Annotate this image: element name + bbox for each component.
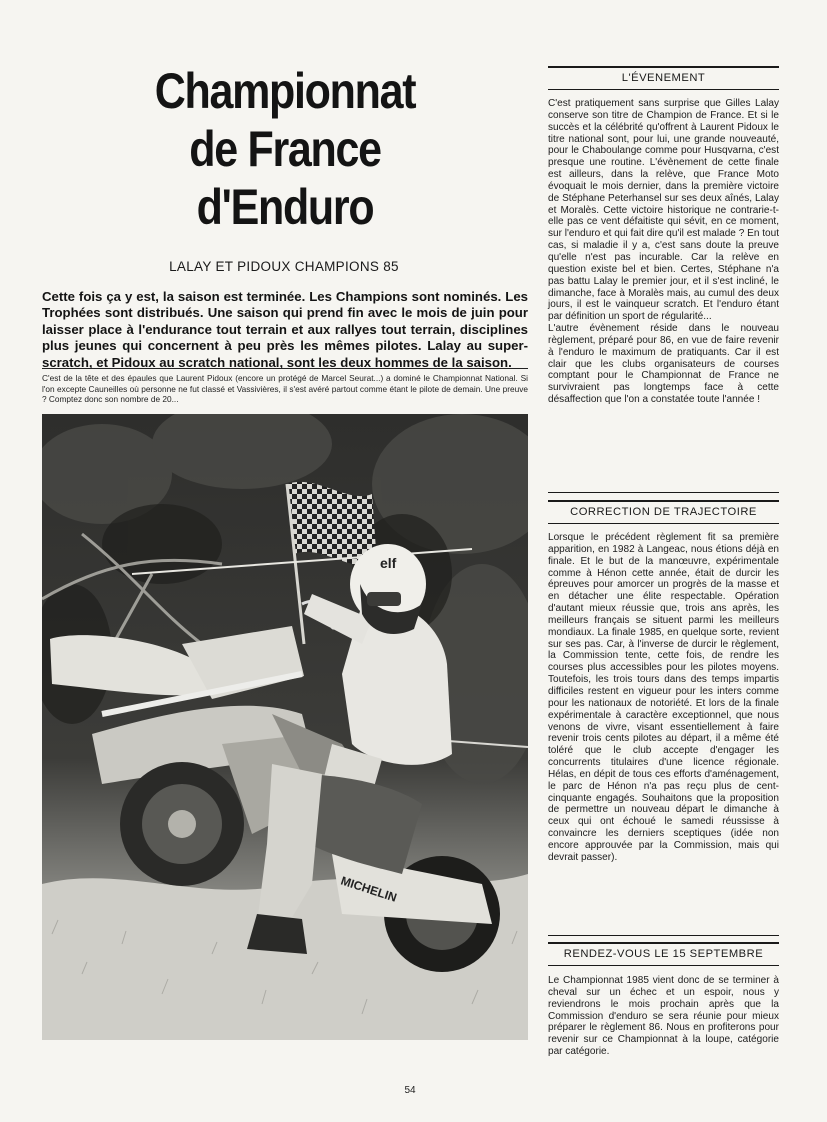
section-heading-rendez-vous: RENDEZ-VOUS LE 15 SEPTEMBRE bbox=[548, 942, 779, 966]
section-body-rendez-vous bbox=[548, 975, 779, 1058]
title-line-1: Championnat bbox=[154, 63, 416, 119]
photo-caption: C'est de la tête et des épaules que Laurent Pidoux (encore un protégé de Marcel Seurat...) a dominé le Championnat National. Si l'on excepte Cauneilles où personne ne fut classé et Vassivières, il s'est avéré partout comme étant le pilote de demain. Une preuve ? Comptez donc son nombre de 20... bbox=[42, 373, 528, 405]
section-body-evenement bbox=[548, 98, 779, 406]
evenement-paragraph-1: C'est pratiquement sans surprise que Gilles Lalay conserve son titre de Champion de France. Et si le succès et la célébrité qu'offrent à Laurent Pidoux le titre national sont, pour lui, une grande nouveauté, pour le Chaboulange comme pour Husqvarna, c'est presque une routine. L'évènement de cette finale est ailleurs, dans la relève, que France Moto évoquait le mois dernier, dans la première victoire de Stéphane Peterhansel sur ses deux aînés, Lalay et Moralès. Cette victoire historique ne contrarie-t-elle pas ce vent défaitiste qui sévit, en ce moment, sur l'enduro et qui fait dire qu'il est malade ? En tout cas, si maladie il y a, c'est sans doute la preuve qu'elle n'est pas incurable. Car la relève en question existe bel et bien. Certes, Stéphane n'a pas battu Lalay le premier jour, et il s'est incliné, le dimanche, face à Moralès mais, au cumul des deux jours, il est le vainqueur scratch. Et l'enduro étant par définition un sport de régularité... bbox=[548, 98, 779, 323]
lead-paragraph: Cette fois ça y est, la saison est terminée. Les Champions sont nominés. Les Trophées sont distribués. Une saison qui prend fin avec le mois de juin pour laisser place à l'endurance tout terrain et aux rallyes tout terrain, disciplines plus jeunes qui concernent à peu près les mêmes pilotes. Lalay au super-scratch, et Pidoux au scratch national, sont les deux hommes de la saison. bbox=[42, 289, 528, 370]
page-number: 54 bbox=[404, 1085, 416, 1096]
section-body-correction bbox=[548, 532, 779, 864]
helmet-logo: elf bbox=[380, 555, 397, 571]
evenement-paragraph-2: L'autre évènement réside dans le nouveau règlement, préparé pour 86, en vue de faire revenir à l'enduro le maximum de pratiquants. Car il est clair que les clubs organisateurs de courses comptant pour le Championnat de France ne survivraient pas longtemps face à cette désaffection que l'on a constatée toute l'année ! bbox=[548, 323, 779, 406]
section-end-rule bbox=[548, 492, 779, 493]
article-subtitle: LALAY ET PIDOUX CHAMPIONS 85 bbox=[169, 259, 399, 274]
title-line-2: de France bbox=[189, 121, 381, 177]
article-title bbox=[152, 62, 419, 236]
rendez-vous-paragraph-1: Le Championnat 1985 vient donc de se terminer à cheval sur un échec et un espoir, nous y reviendrons le mois prochain après que la Commission d'enduro se sera réunie pour mieux préparer le règlement 86. Nous en profiterons pour revenir sur ce Championnat à la loupe, catégorie par catégorie. bbox=[548, 975, 779, 1058]
section-heading-evenement: L'ÉVENEMENT bbox=[548, 66, 779, 90]
tyre-logo: MICHELIN bbox=[339, 873, 399, 905]
correction-paragraph-1: Lorsque le précédent règlement fit sa première apparition, en 1982 à Langeac, nous étions déjà en finale. Et le but de la manœuvre, expérimentale comme à Hénon cette année, était de durcir les épreuves pour amorcer un progrès de la masse et en détacher une élite respectable. Opération d'autant mieux réussie que, trois ans après, les meilleurs français se situent parmi les meilleurs mondiaux. La finale 1985, en quelque sorte, revient sur ses pas. Car, à l'inverse de durcir le règlement, la Commission tente, cette fois, de rendre les courses plus accessibles pour les pilotes moyens. Toutefois, les trois tours dans des temps impartis difficiles restent en vigueur pour les inters comme pour les nationaux de notoriété. Et lors de la finale expérimentale à caractère exceptionnel, que nous venons de vivre, visant essentiellement à faire revenir trois cents pilotes au départ, il a même été toléré que le club accepte d'engager les concurrents titulaires d'une licence régionale. Hélas, en dépit de tous ces efforts d'aménagement, le parc de Hénon n'a pas reçu plus de cent-cinquante engagés. Souhaitons que la proposition de permettre un nouveau départ le dimanche à ceux qui ont échoué le samedi réussisse à convaincre les derniers sceptiques (idée non encore approuvée par la Commission, mais qui devrait passer). bbox=[548, 532, 779, 863]
title-line-3: d'Enduro bbox=[196, 179, 374, 235]
section-heading-correction: CORRECTION DE TRAJECTOIRE bbox=[548, 500, 779, 524]
caption-divider bbox=[42, 368, 528, 369]
enduro-rider-photo bbox=[42, 414, 528, 1040]
section-end-rule bbox=[548, 935, 779, 936]
